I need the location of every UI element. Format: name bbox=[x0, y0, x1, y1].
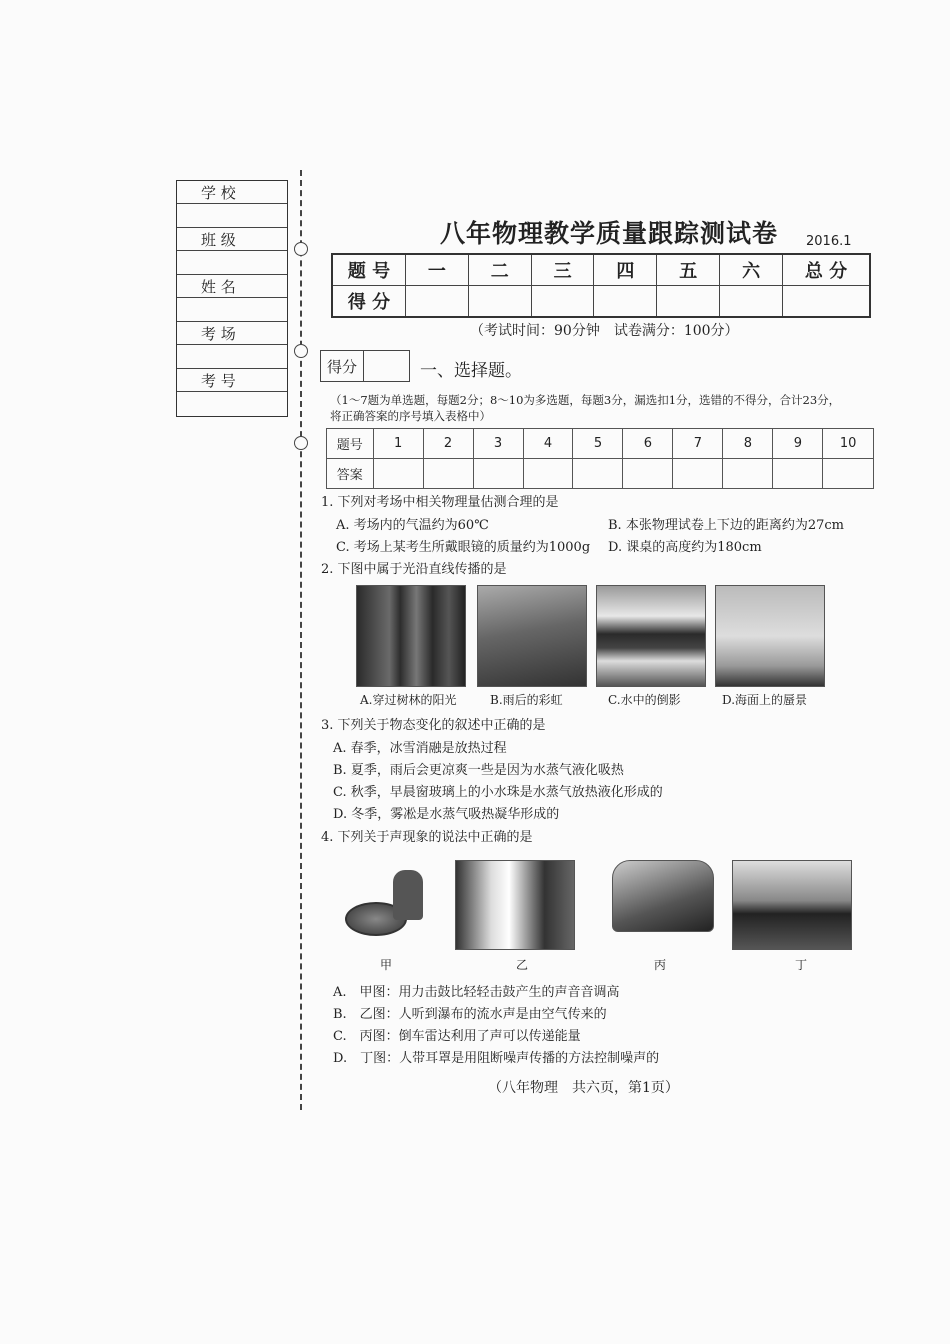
question-stem: 2. 下图中属于光沿直线传播的是 bbox=[321, 562, 507, 577]
option-c: C. 丙图：倒车雷达利用了声可以传递能量 bbox=[333, 1029, 581, 1044]
score-cell[interactable] bbox=[468, 286, 531, 318]
score-cell[interactable] bbox=[720, 286, 783, 318]
option-d: D. 冬季，雾凇是水蒸气吸热凝华形成的 bbox=[333, 807, 560, 822]
section-score-field[interactable] bbox=[364, 351, 409, 381]
rainbow-image bbox=[477, 585, 587, 687]
score-cell[interactable] bbox=[783, 286, 871, 318]
score-row-label: 得 分 bbox=[332, 286, 406, 318]
question-number: 4 bbox=[523, 429, 573, 459]
question-number: 7 bbox=[673, 429, 723, 459]
image-caption: B.雨后的彩虹 bbox=[490, 693, 563, 707]
question-number: 5 bbox=[573, 429, 623, 459]
score-col-5: 五 bbox=[657, 254, 720, 286]
drum-illustration bbox=[345, 870, 425, 940]
section-instructions bbox=[330, 392, 875, 424]
page-title: 八年物理教学质量跟踪测试卷 bbox=[440, 219, 779, 248]
option-b: B. 乙图：人听到瀑布的流水声是由空气传来的 bbox=[333, 1007, 607, 1022]
score-col-total: 总 分 bbox=[783, 254, 871, 286]
question-stem: 3. 下列关于物态变化的叙述中正确的是 bbox=[321, 718, 546, 733]
answer-cell[interactable] bbox=[473, 459, 523, 489]
image-caption: 丙 bbox=[654, 958, 667, 972]
score-cell[interactable] bbox=[406, 286, 469, 318]
option-d: D. 丁图：人带耳罩是用阻断噪声传播的方法控制噪声的 bbox=[333, 1051, 660, 1066]
option-d: D. 课桌的高度约为180cm bbox=[608, 540, 762, 555]
score-col-3: 三 bbox=[531, 254, 594, 286]
option-b: B. 夏季，雨后会更凉爽一些是因为水蒸气液化吸热 bbox=[333, 763, 624, 778]
class-label: 班 级 bbox=[177, 228, 287, 251]
question-number: 8 bbox=[723, 429, 773, 459]
section-title: 一、选择题。 bbox=[420, 361, 522, 381]
forest-sunlight-image bbox=[356, 585, 466, 687]
exam-room-label: 考 场 bbox=[177, 322, 287, 345]
image-caption: 乙 bbox=[516, 958, 529, 972]
score-cell[interactable] bbox=[531, 286, 594, 318]
option-a: A. 甲图：用力击鼓比轻轻击鼓产生的声音音调高 bbox=[333, 985, 620, 1000]
score-header-label: 题 号 bbox=[332, 254, 406, 286]
mirage-image bbox=[715, 585, 825, 687]
shooter-image bbox=[732, 860, 852, 950]
question-number: 1 bbox=[373, 429, 423, 459]
answer-header-label: 题号 bbox=[327, 429, 374, 459]
answer-row-label: 答案 bbox=[327, 459, 374, 489]
image-caption: D.海面上的蜃景 bbox=[722, 693, 808, 707]
score-cell[interactable] bbox=[594, 286, 657, 318]
question-stem: 1. 下列对考场中相关物理量估测合理的是 bbox=[321, 495, 559, 510]
option-c: C. 秋季，早晨窗玻璃上的小水珠是水蒸气放热液化形成的 bbox=[333, 785, 663, 800]
answer-cell[interactable] bbox=[623, 459, 673, 489]
binding-hole-icon bbox=[294, 344, 308, 358]
score-col-2: 二 bbox=[468, 254, 531, 286]
binding-hole-icon bbox=[294, 436, 308, 450]
answer-cell[interactable] bbox=[773, 459, 823, 489]
score-col-1: 一 bbox=[406, 254, 469, 286]
question-number: 2 bbox=[423, 429, 473, 459]
score-table bbox=[331, 253, 871, 318]
question-number: 3 bbox=[473, 429, 523, 459]
name-field[interactable] bbox=[177, 298, 287, 322]
image-caption: 丁 bbox=[795, 958, 808, 972]
option-a: A. 考场内的气温约为60℃ bbox=[336, 518, 489, 533]
binding-cut-line bbox=[300, 170, 302, 1110]
answer-cell[interactable] bbox=[723, 459, 773, 489]
instruction-line: 将正确答案的序号填入表格中） bbox=[330, 409, 491, 423]
reversing-car-image bbox=[612, 860, 714, 932]
binding-hole-icon bbox=[294, 242, 308, 256]
answer-cell[interactable] bbox=[823, 459, 874, 489]
answer-cell[interactable] bbox=[523, 459, 573, 489]
option-b: B. 本张物理试卷上下边的距离约为27cm bbox=[608, 518, 844, 533]
answer-cell[interactable] bbox=[573, 459, 623, 489]
answer-cell[interactable] bbox=[673, 459, 723, 489]
exam-info: （考试时间：90分钟 试卷满分：100分） bbox=[470, 323, 739, 339]
answer-cell[interactable] bbox=[373, 459, 423, 489]
section-score-label: 得分 bbox=[321, 351, 364, 381]
water-reflection-image bbox=[596, 585, 706, 687]
exam-date: 2016.1 bbox=[806, 234, 852, 249]
section-score-box bbox=[320, 350, 410, 382]
image-caption: A.穿过树林的阳光 bbox=[360, 693, 457, 707]
question-number: 6 bbox=[623, 429, 673, 459]
score-col-4: 四 bbox=[594, 254, 657, 286]
question-number: 10 bbox=[823, 429, 874, 459]
student-info-box bbox=[176, 180, 288, 417]
score-cell[interactable] bbox=[657, 286, 720, 318]
score-col-6: 六 bbox=[720, 254, 783, 286]
answer-table bbox=[326, 428, 874, 489]
question-number: 9 bbox=[773, 429, 823, 459]
school-label: 学 校 bbox=[177, 181, 287, 204]
image-caption: C.水中的倒影 bbox=[608, 693, 681, 707]
exam-number-field[interactable] bbox=[177, 392, 287, 416]
class-field[interactable] bbox=[177, 251, 287, 275]
question-stem: 4. 下列关于声现象的说法中正确的是 bbox=[321, 830, 533, 845]
exam-room-field[interactable] bbox=[177, 345, 287, 369]
option-c: C. 考场上某考生所戴眼镜的质量约为1000g bbox=[336, 540, 591, 555]
option-a: A. 春季，冰雪消融是放热过程 bbox=[333, 741, 507, 756]
waterfall-image bbox=[455, 860, 575, 950]
page-footer: （八年物理 共六页，第1页） bbox=[488, 1080, 679, 1096]
exam-number-label: 考 号 bbox=[177, 369, 287, 392]
image-caption: 甲 bbox=[380, 958, 393, 972]
school-field[interactable] bbox=[177, 204, 287, 228]
answer-cell[interactable] bbox=[423, 459, 473, 489]
instruction-line: （1～7题为单选题，每题2分；8～10为多选题，每题3分，漏选扣1分，选错的不得分，合计23分， bbox=[330, 393, 841, 407]
name-label: 姓 名 bbox=[177, 275, 287, 298]
